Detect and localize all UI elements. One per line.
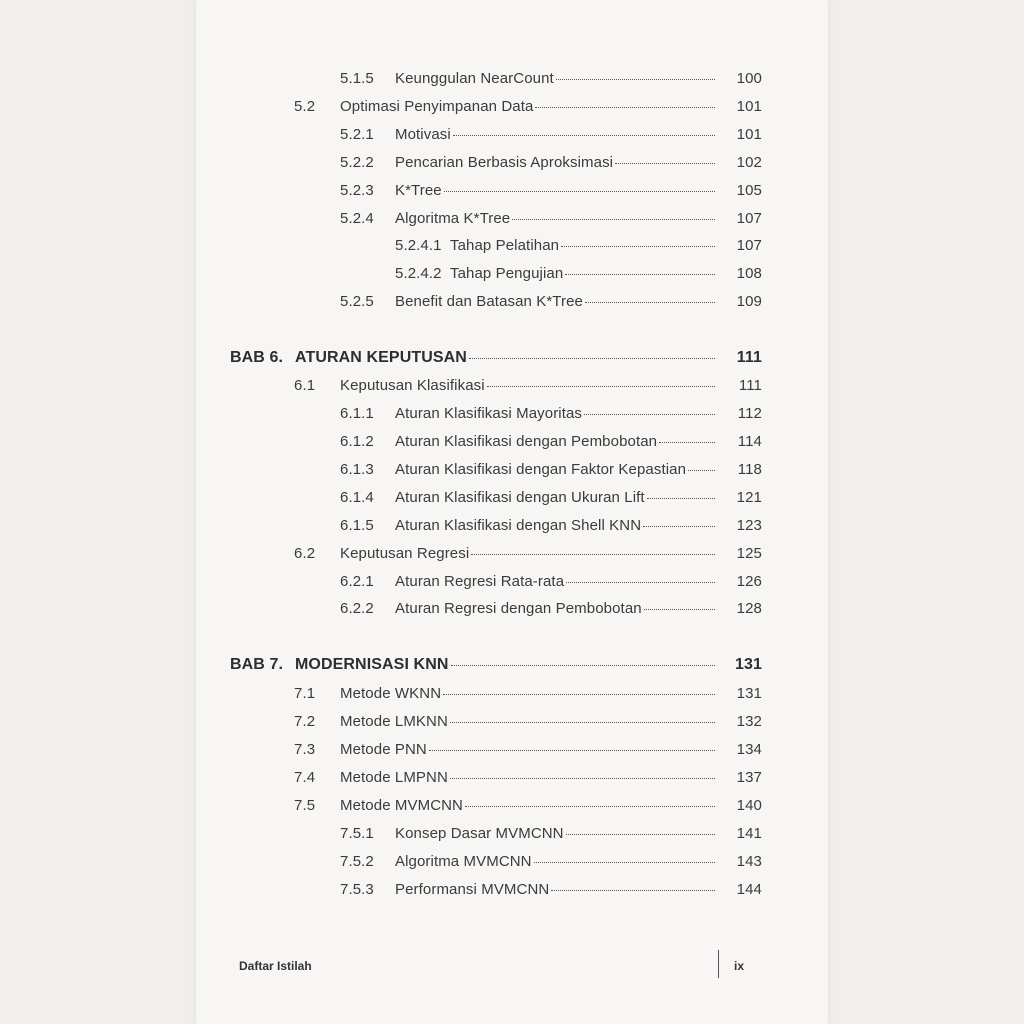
dot-leader [450, 722, 715, 723]
toc-entry [196, 713, 828, 739]
toc-entry-number: 5.2.3 [340, 182, 374, 199]
toc-entry-title: Algoritma K*Tree [395, 210, 511, 227]
toc-entry [196, 293, 828, 319]
toc-entry-page: 126 [736, 573, 762, 590]
toc-entry-title-leader [340, 741, 718, 758]
toc-entry-title: Aturan Klasifikasi Mayoritas [395, 405, 583, 422]
toc-entry [196, 210, 828, 236]
dot-leader [647, 498, 715, 499]
toc-chapter-entry [196, 349, 828, 375]
toc-entry-number: 6.1.4 [340, 489, 374, 506]
toc-entry [196, 825, 828, 851]
toc-entry-title-leader [395, 489, 718, 506]
dot-leader [444, 191, 715, 192]
dot-leader [584, 414, 715, 415]
toc-entry-title-leader [395, 825, 718, 842]
toc-entry-page: 108 [736, 265, 762, 282]
toc-entry-title-leader [450, 265, 718, 282]
toc-entry [196, 405, 828, 431]
toc-entry-number: 5.2.4.1 [395, 237, 442, 254]
toc-entry-page: 109 [736, 293, 762, 310]
toc-entry-title-leader [395, 600, 718, 617]
toc-entry-page: 144 [736, 881, 762, 898]
dot-leader [566, 582, 715, 583]
toc-entry-page: 121 [736, 489, 762, 506]
toc-entry-page: 107 [736, 237, 762, 254]
toc-entry-title: Keputusan Regresi [340, 545, 470, 562]
dot-leader [643, 526, 715, 527]
toc-entry-number: 6.1 [294, 377, 316, 394]
toc-entry-page: 101 [736, 98, 762, 115]
dot-leader [453, 135, 715, 136]
toc-entry-number: 5.1.5 [340, 70, 374, 87]
dot-leader [443, 694, 715, 695]
toc-entry [196, 573, 828, 599]
toc-entry-number: BAB 7. [230, 656, 284, 673]
toc-entry-title-leader [395, 461, 718, 478]
toc-entry-number: 5.2.4.2 [395, 265, 442, 282]
toc-entry-title: Aturan Klasifikasi dengan Faktor Kepastian [395, 461, 687, 478]
dot-leader [450, 778, 715, 779]
dot-leader [451, 665, 715, 666]
toc-entry-page: 105 [736, 182, 762, 199]
toc-entry-title: Tahap Pengujian [450, 265, 564, 282]
toc-entry-page: 107 [736, 210, 762, 227]
toc-entry-title-leader [295, 656, 718, 674]
toc-entry-title-leader [395, 70, 718, 87]
toc-entry-title: Metode PNN [340, 741, 427, 758]
toc-entry-page: 112 [737, 405, 762, 422]
toc-entry [196, 769, 828, 795]
dot-leader [565, 274, 715, 275]
toc-entry-title-leader [450, 237, 718, 254]
toc-entry-number: 5.2.1 [340, 126, 374, 143]
toc-entry [196, 741, 828, 767]
toc-entry-title-leader [395, 853, 718, 870]
toc-entry [196, 685, 828, 711]
toc-entry [196, 154, 828, 180]
toc-entry-title: Pencarian Berbasis Aproksimasi [395, 154, 614, 171]
toc-entry-page: 101 [736, 126, 762, 143]
toc-entry-number: 7.5.2 [340, 853, 374, 870]
toc-entry-title: Aturan Klasifikasi dengan Pembobotan [395, 433, 658, 450]
toc-entry-page: 118 [737, 461, 762, 478]
toc-entry-title: Aturan Regresi Rata-rata [395, 573, 565, 590]
toc-entry-title: Optimasi Penyimpanan Data [340, 98, 534, 115]
dot-leader [585, 302, 715, 303]
toc-entry-title: K*Tree [395, 182, 442, 199]
toc-entry-title-leader [340, 685, 718, 702]
toc-entry-number: 7.5.3 [340, 881, 374, 898]
footer-divider [718, 950, 719, 978]
toc-entry-title-leader [395, 182, 718, 199]
toc-entry-title: Metode LMPNN [340, 769, 448, 786]
toc-entry-title: Konsep Dasar MVMCNN [395, 825, 564, 842]
toc-entry-number: 7.3 [294, 741, 316, 758]
toc-entry-title: Tahap Pelatihan [450, 237, 560, 254]
toc-entry [196, 461, 828, 487]
toc-entry [196, 126, 828, 152]
toc-entry-title: Metode WKNN [340, 685, 442, 702]
toc-entry-title-leader [395, 433, 718, 450]
toc-entry [196, 377, 828, 403]
toc-entry-title-leader [340, 797, 718, 814]
toc-entry [196, 517, 828, 543]
toc-entry-number: 7.5 [294, 797, 316, 814]
toc-chapter-entry [196, 656, 828, 682]
toc-entry [196, 265, 828, 291]
dot-leader [551, 890, 715, 891]
toc-entry [196, 70, 828, 96]
toc-entry-number: 6.2.2 [340, 600, 374, 617]
book-page [196, 0, 828, 1024]
toc-entry-page: 137 [736, 769, 762, 786]
toc-entry-title-leader [340, 713, 718, 730]
toc-entry-title-leader [395, 405, 718, 422]
toc-entry-title: ATURAN KEPUTUSAN [295, 349, 467, 366]
toc-entry-page: 134 [736, 741, 762, 758]
toc-entry-number: 6.1.1 [340, 405, 374, 422]
toc-entry-title: Algoritma MVMCNN [395, 853, 532, 870]
toc-entry-title-leader [395, 573, 718, 590]
toc-entry [196, 853, 828, 879]
toc-entry-title: Motivasi [395, 126, 451, 143]
dot-leader [512, 219, 715, 220]
dot-leader [471, 554, 715, 555]
toc-entry-title-leader [395, 517, 718, 534]
toc-entry-title-leader [295, 349, 718, 367]
toc-entry-title: Keunggulan NearCount [395, 70, 554, 87]
dot-leader [659, 442, 715, 443]
toc-entry [196, 182, 828, 208]
toc-entry [196, 98, 828, 124]
toc-entry-number: BAB 6. [230, 349, 284, 366]
dot-leader [566, 834, 715, 835]
toc-entry-title: MODERNISASI KNN [295, 656, 449, 673]
toc-entry-title-leader [340, 545, 718, 562]
toc-entry-page: 102 [736, 154, 762, 171]
page-number: ix [734, 959, 745, 973]
toc-entry-title: Keputusan Klasifikasi [340, 377, 485, 394]
toc-entry [196, 881, 828, 907]
toc-entry [196, 797, 828, 823]
toc-entry-title: Benefit dan Batasan K*Tree [395, 293, 583, 310]
toc-entry-title-leader [395, 126, 718, 143]
toc-entry [196, 237, 828, 263]
dot-leader [561, 246, 715, 247]
toc-entry-page: 100 [736, 70, 762, 87]
dot-leader [534, 862, 715, 863]
toc-entry-page: 111 [736, 349, 762, 366]
toc-entry-number: 6.2.1 [340, 573, 374, 590]
toc-entry-title: Aturan Klasifikasi dengan Shell KNN [395, 517, 642, 534]
toc-entry-title: Metode MVMCNN [340, 797, 463, 814]
dot-leader [469, 358, 715, 359]
toc-entry-number: 5.2.2 [340, 154, 374, 171]
dot-leader [487, 386, 715, 387]
toc-entry-number: 5.2.4 [340, 210, 374, 227]
dot-leader [688, 470, 715, 471]
toc-entry-title-leader [340, 377, 718, 394]
toc-entry-title: Aturan Klasifikasi dengan Ukuran Lift [395, 489, 645, 506]
toc-entry-number: 7.2 [294, 713, 316, 730]
dot-leader [535, 107, 715, 108]
toc-entry-title: Aturan Regresi dengan Pembobotan [395, 600, 642, 617]
toc-entry-page: 140 [736, 797, 762, 814]
toc-entry-page: 131 [736, 685, 762, 702]
toc-entry-number: 5.2 [294, 98, 316, 115]
toc-entry-page: 128 [736, 600, 762, 617]
toc-entry-page: 131 [735, 656, 762, 673]
toc-entry-page: 114 [737, 433, 762, 450]
toc-entry-page: 111 [738, 377, 762, 394]
toc-entry-number: 6.1.2 [340, 433, 374, 450]
toc-entry-page: 141 [736, 825, 762, 842]
toc-entry-number: 7.4 [294, 769, 316, 786]
toc-entry-title-leader [395, 293, 718, 310]
footer-title: Daftar Istilah [239, 959, 312, 973]
toc-entry [196, 545, 828, 571]
toc-entry-number: 7.1 [294, 685, 316, 702]
toc-entry-number: 6.2 [294, 545, 316, 562]
toc-entry-page: 123 [736, 517, 762, 534]
dot-leader [644, 609, 715, 610]
toc-entry [196, 489, 828, 515]
dot-leader [429, 750, 715, 751]
toc-entry-page: 132 [736, 713, 762, 730]
dot-leader [556, 79, 715, 80]
toc-entry-number: 6.1.3 [340, 461, 374, 478]
toc-entry-page: 143 [736, 853, 762, 870]
toc-entry-title-leader [340, 769, 718, 786]
dot-leader [615, 163, 715, 164]
toc-entry-title-leader [395, 881, 718, 898]
toc-entry [196, 433, 828, 459]
toc-entry-title-leader [395, 154, 718, 171]
toc-entry-number: 7.5.1 [340, 825, 374, 842]
toc-entry-page: 125 [736, 545, 762, 562]
dot-leader [465, 806, 715, 807]
toc-entry-title-leader [340, 98, 718, 115]
toc-entry [196, 600, 828, 626]
toc-entry-title: Metode LMKNN [340, 713, 448, 730]
toc-entry-number: 6.1.5 [340, 517, 374, 534]
toc-entry-title-leader [395, 210, 718, 227]
toc-entry-number: 5.2.5 [340, 293, 374, 310]
toc-entry-title: Performansi MVMCNN [395, 881, 550, 898]
